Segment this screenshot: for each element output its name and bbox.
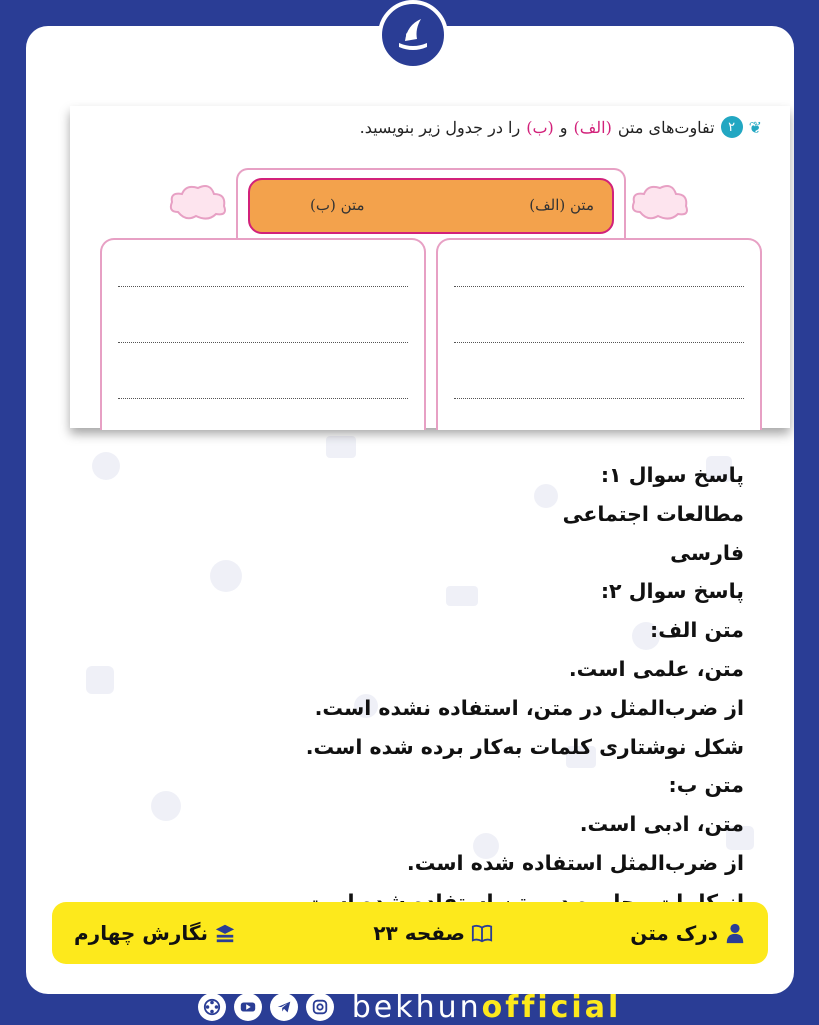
- answer-text: [298, 456, 744, 922]
- question-and: و: [559, 117, 568, 137]
- logo-icon: [391, 13, 435, 57]
- youtube-icon[interactable]: [234, 993, 262, 1021]
- answer-line-8: شکل نوشتاری کلمات به‌کار برده شده است.: [305, 734, 744, 759]
- brand-handle: [352, 990, 622, 1025]
- footer-page: [373, 921, 493, 945]
- answer-line: [118, 398, 408, 399]
- student-icon: [724, 922, 746, 944]
- site-logo: [378, 0, 448, 70]
- answer-line: [454, 398, 744, 399]
- telegram-icon[interactable]: [270, 993, 298, 1021]
- footer-topic: [630, 921, 746, 945]
- column-be-box: [100, 238, 426, 430]
- answer-line-4: پاسخ سوال ۲:: [600, 579, 744, 604]
- worksheet-excerpt: [70, 106, 790, 428]
- table-header: [248, 178, 614, 234]
- question-number-badge: ۲: [721, 116, 743, 138]
- answer-line: [118, 342, 408, 343]
- brand-part-1: bekhun: [351, 989, 482, 1025]
- answer-line: [454, 286, 744, 287]
- answer-line-11: از ضرب‌المثل استفاده شده است.: [406, 850, 744, 875]
- film-reel-icon[interactable]: [198, 993, 226, 1021]
- question-line: [360, 116, 762, 138]
- footer-book: [74, 921, 236, 945]
- question-be: (ب): [526, 117, 554, 137]
- answer-line-2: مطالعات اجتماعی: [562, 501, 744, 526]
- answer-line-1: پاسخ سوال ۱:: [600, 463, 744, 487]
- cloud-decoration-right: [630, 182, 690, 222]
- answer-line-10: متن، ادبی است.: [579, 812, 744, 837]
- question-alef: (الف): [573, 117, 612, 137]
- answer-line-3: فارسی: [670, 540, 744, 565]
- question-text-end: را در جدول زیر بنویسید.: [359, 117, 521, 137]
- question-text-start: تفاوت‌های متن: [617, 117, 715, 137]
- footer-bar: [52, 902, 768, 964]
- footer-topic-label: درک متن: [630, 921, 718, 945]
- footer-page-label: صفحه ۲۳: [373, 921, 465, 945]
- answer-line: [118, 286, 408, 287]
- answer-line: [454, 342, 744, 343]
- answer-line-9: متن ب:: [668, 773, 744, 798]
- answer-line-6: متن، علمی است.: [568, 656, 744, 681]
- social-bar: [0, 990, 819, 1024]
- brand-part-2: official: [481, 989, 622, 1025]
- column-alef-label: متن (الف): [529, 196, 594, 214]
- leaf-icon: ❦: [748, 117, 762, 137]
- open-book-icon: [471, 922, 493, 944]
- column-alef-box: [436, 238, 762, 430]
- answer-line-7: از ضرب‌المثل در متن، استفاده نشده است.: [314, 695, 744, 720]
- answer-line-5: متن الف:: [650, 618, 744, 643]
- footer-book-label: نگارش چهارم: [74, 921, 209, 945]
- content-card: [26, 26, 794, 994]
- column-be-label: متن (ب): [310, 196, 365, 214]
- books-icon: [214, 922, 236, 944]
- cloud-decoration-left: [168, 182, 228, 222]
- instagram-icon[interactable]: [306, 993, 334, 1021]
